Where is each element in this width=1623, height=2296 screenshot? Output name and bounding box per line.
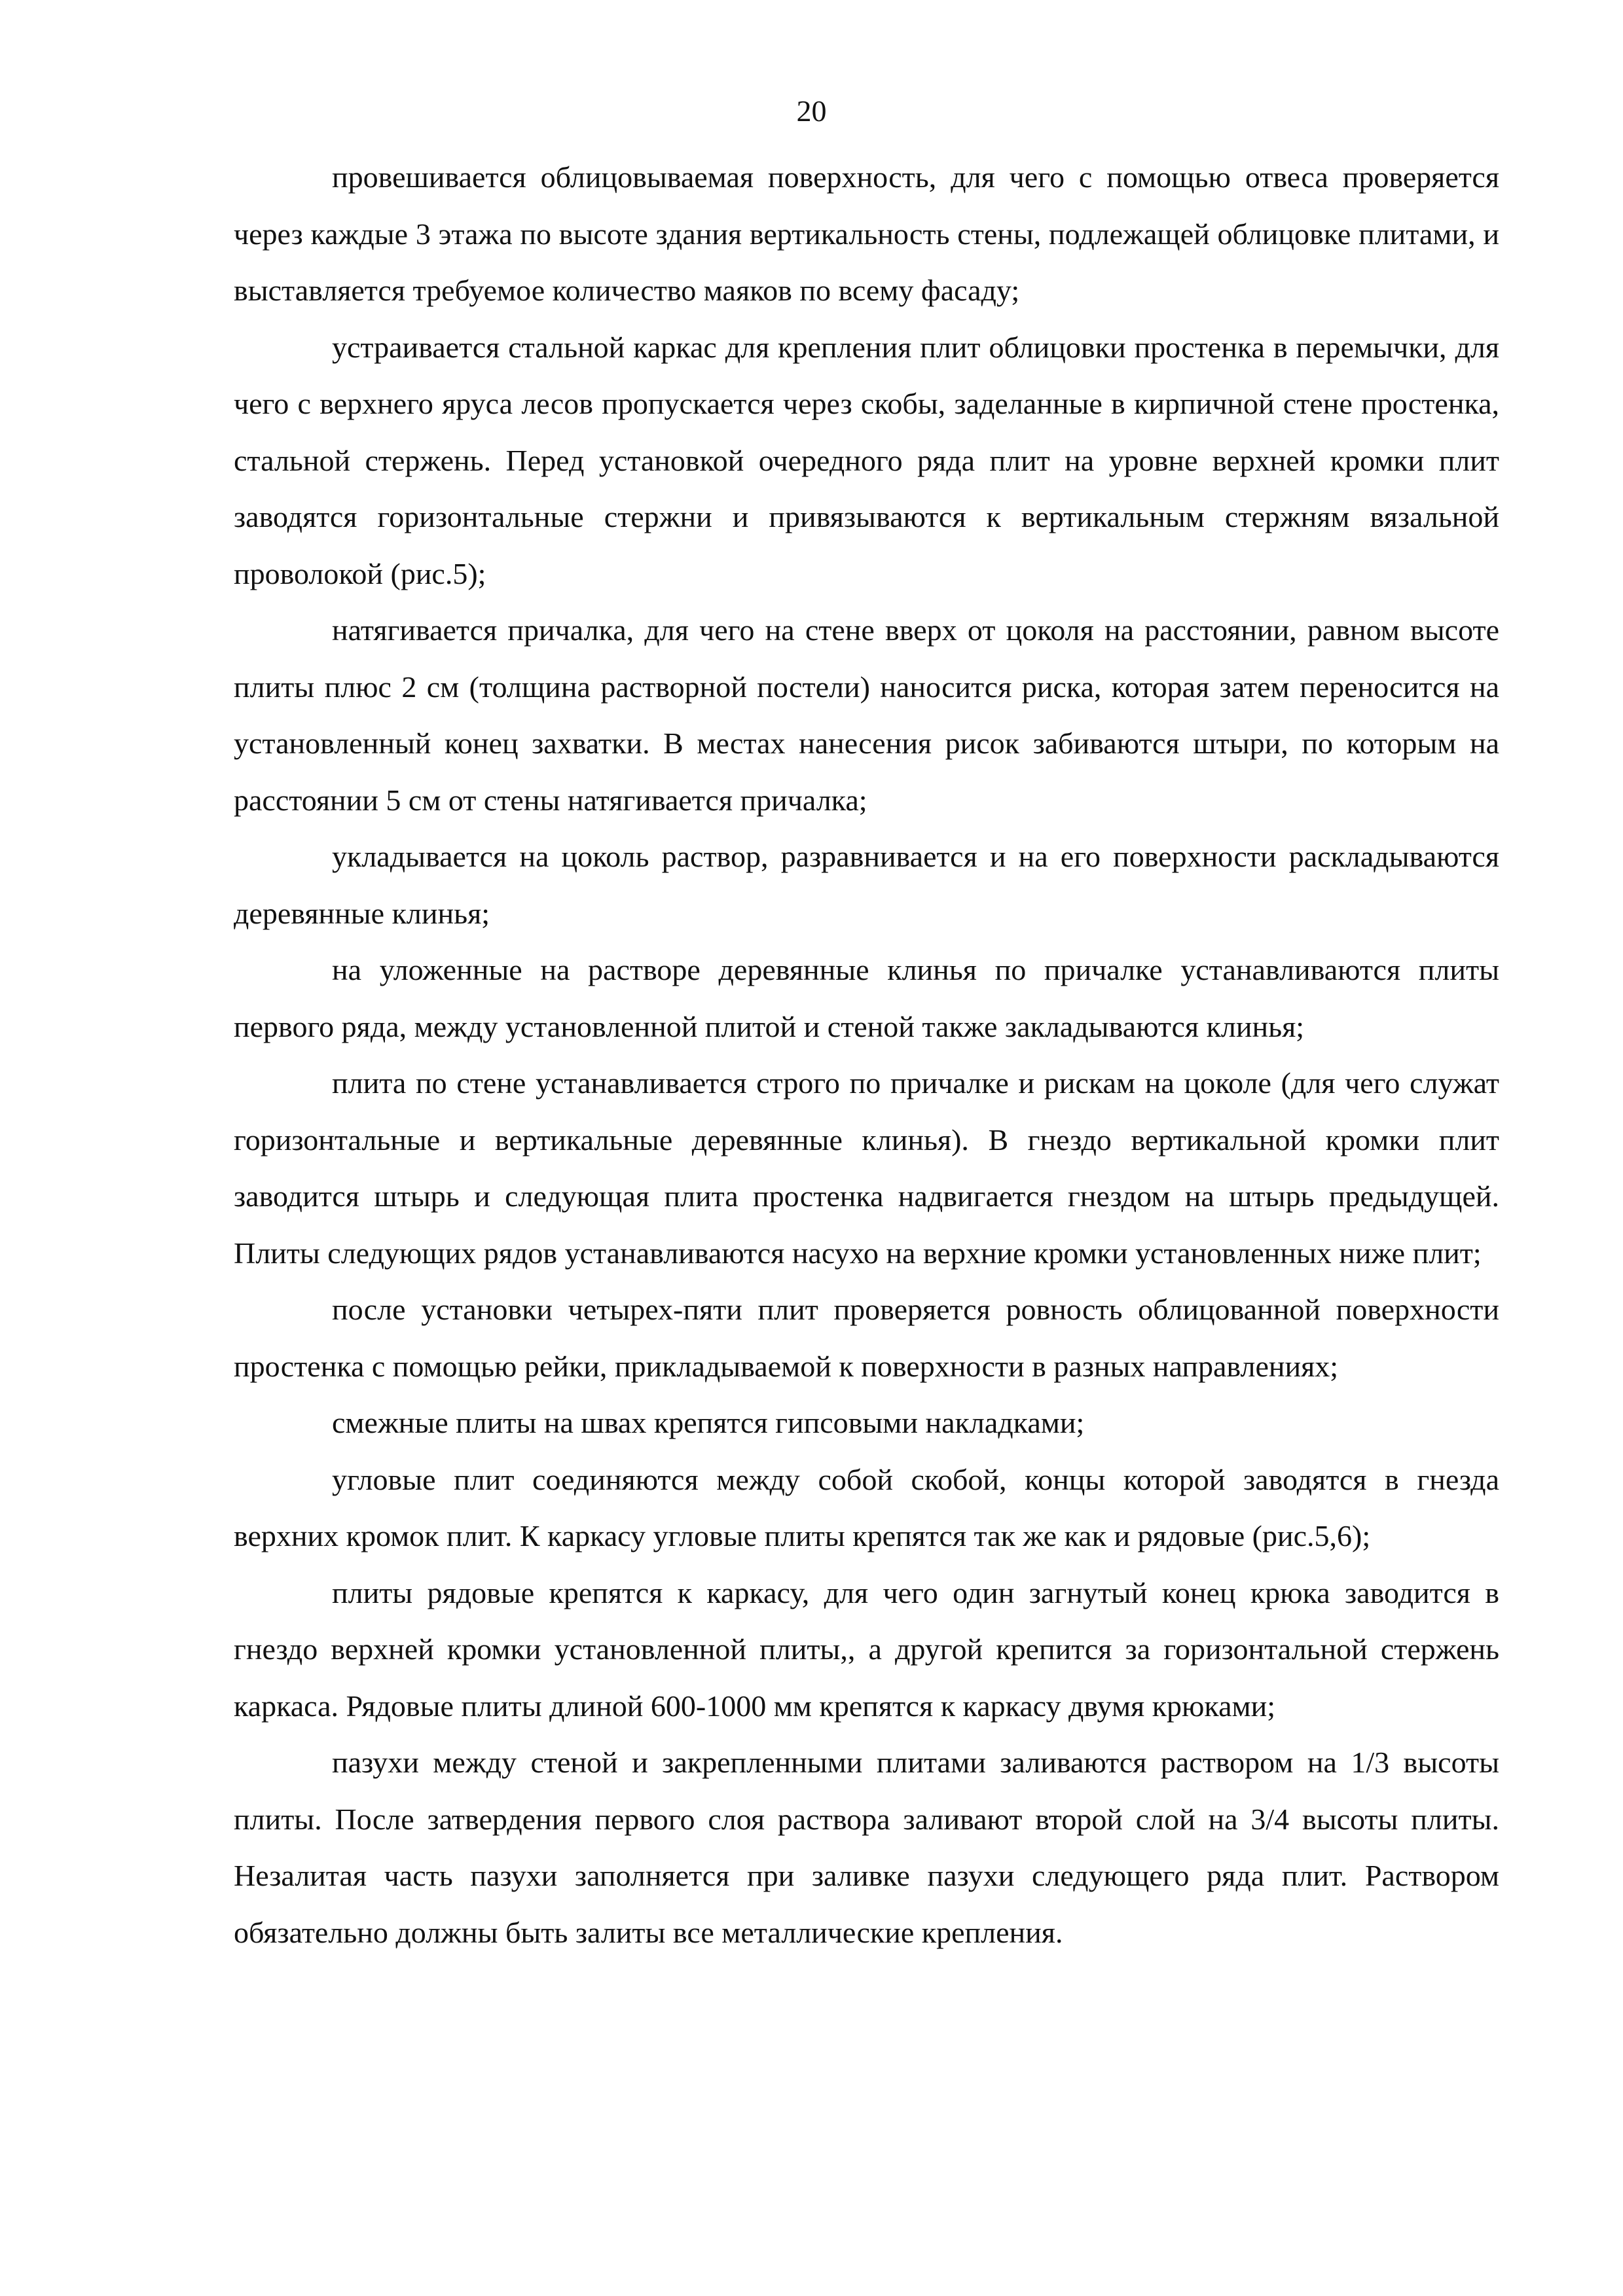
paragraph-evenness-check: после установки четырех-пяти плит проверяется ровность облицованной поверхности простенка с помощью рейки, прикладываемой к поверхности в разных направлениях; — [234, 1293, 1499, 1383]
paragraph-gypsum-plates: смежные плиты на швах крепятся гипсовыми накладками; — [332, 1406, 1085, 1439]
paragraph-steel-frame: устраивается стальной каркас для крепления плит облицовки простенка в перемычки, для чего с верхнего яруса лесов пропускается через скобы, заделанные в кирпичной стене простенка, стальной стержень. Перед установкой очередного ряда плит на уровне верхней кромки плит заводятся горизонтальные стержни и привязываются к вертикальным стержням вязальной проволокой (рис.5); — [234, 330, 1499, 590]
body-text — [234, 149, 1499, 1961]
paragraph-cavity-grouting: пазухи между стеной и закрепленными плитами заливаются раствором на 1/3 высоты плиты. После затвердения первого слоя раствора заливают второй слой на 3/4 высоты плиты. Незалитая часть пазухи заполняется при заливке пазухи следующего ряда плит. Раствором обязательно должны быть залиты все металлические крепления. — [234, 1746, 1499, 1949]
paragraph-plumb-surface: провешивается облицовываемая поверхность, для чего с помощью отвеса проверяется через каждые 3 этажа по высоте здания вертикальность стены, подлежащей облицовке плитами, и выставляется требуемое количество маяков по всему фасаду; — [234, 160, 1499, 307]
paragraph-first-row: на уложенные на растворе деревянные клинья по причалке устанавливаются плиты первого ряда, между установленной плитой и стеной также закладываются клинья; — [234, 953, 1499, 1043]
paragraph-row-slabs-hooks: плиты рядовые крепятся к каркасу, для чего один загнутый конец крюка заводится в гнездо верхней кромки установленной плиты,, а другой крепится за горизонтальной стержень каркаса. Рядовые плиты длиной 600-1000 мм крепятся к каркасу двумя крюками; — [234, 1575, 1499, 1723]
paragraph-slab-placement: плита по стене устанавливается строго по причалке и рискам на цоколе (для чего служат горизонтальные и вертикальные деревянные клинья). В гнездо вертикальной кромки плит заводится штырь и следующая плита простенка надвигается гнездом на штырь предыдущей. Плиты следующих рядов устанавливаются насухо на верхние кромки установленных ниже плит; — [234, 1066, 1499, 1270]
paragraph-corner-slabs: угловые плит соединяются между собой скобой, концы которой заводятся в гнезда верхних кромок плит. К каркасу угловые плиты крепятся так же как и рядовые (рис.5,6); — [234, 1462, 1499, 1552]
paragraph-mortar-plinth: укладывается на цоколь раствор, разравнивается и на его поверхности раскладываются деревянные клинья; — [234, 840, 1499, 930]
page-number: 20 — [796, 94, 827, 128]
paragraph-guide-line: натягивается причалка, для чего на стене вверх от цоколя на расстоянии, равном высоте плиты плюс 2 см (толщина растворной постели) наносится риска, которая затем переносится на установленный конец захватки. В местах нанесения рисок забиваются штыри, по которым на расстоянии 5 см от стены натягивается причалка; — [234, 613, 1499, 817]
